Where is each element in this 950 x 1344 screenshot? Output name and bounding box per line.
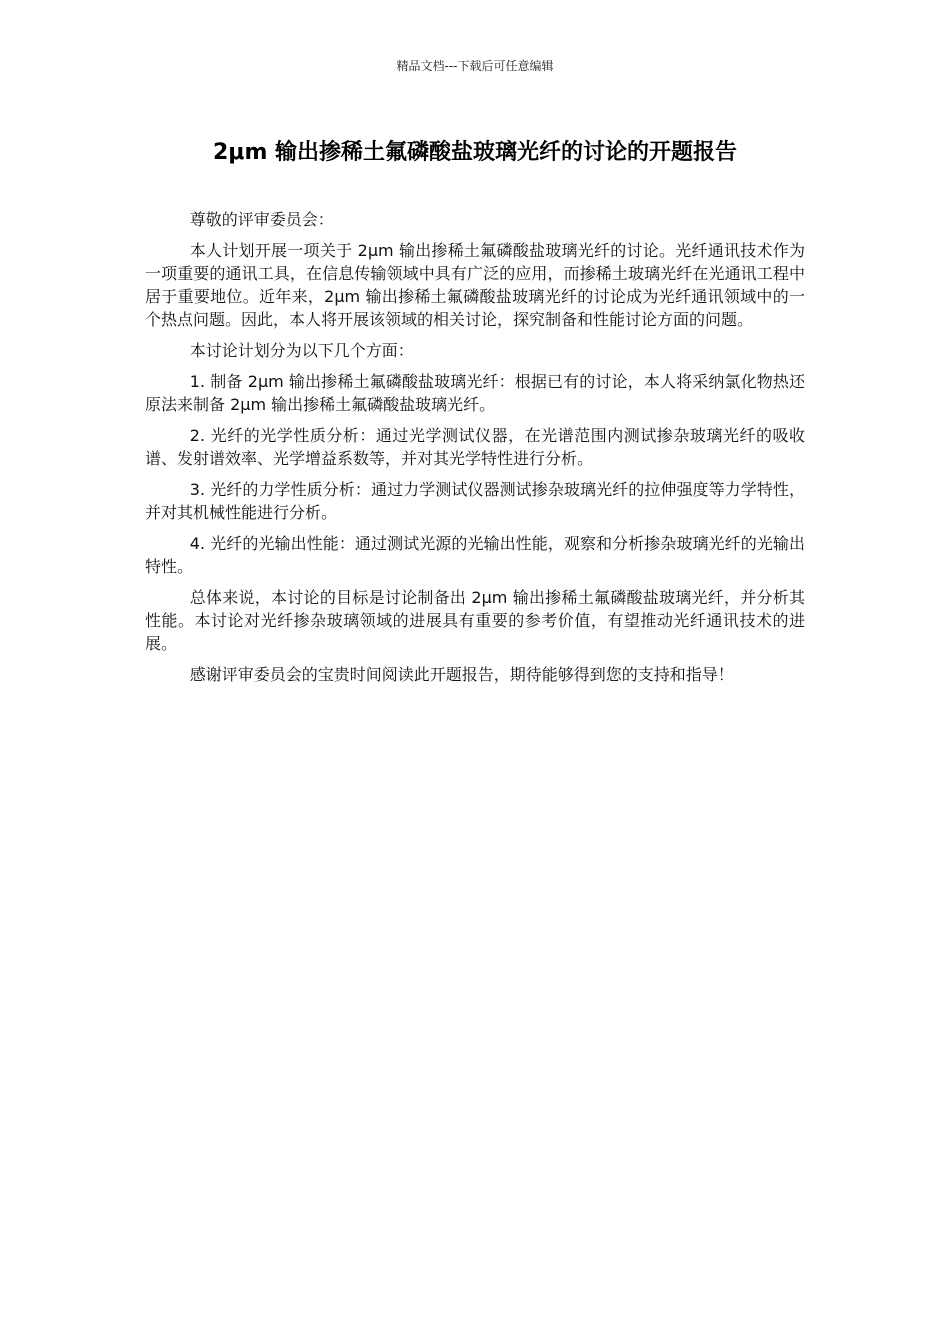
paragraph-item-1: 1. 制备 2μm 输出掺稀土氟磷酸盐玻璃光纤：根据已有的讨论，本人将采纳氯化物热还原法来制备 2μm 输出掺稀土氟磷酸盐玻璃光纤。 (145, 372, 805, 414)
paragraph-thanks: 感谢评审委员会的宝贵时间阅读此开题报告，期待能够得到您的支持和指导！ (189, 665, 734, 684)
paragraph-summary: 总体来说，本讨论的目标是讨论制备出 2μm 输出掺稀土氟磷酸盐玻璃光纤，并分析其性能。本讨论对光纤掺杂玻璃领域的进展具有重要的参考价值，有望推动光纤通讯技术的进展。 (145, 588, 805, 653)
paragraph-intro: 本人计划开展一项关于 2μm 输出掺稀土氟磷酸盐玻璃光纤的讨论。光纤通讯技术作为一项重要的通讯工具，在信息传输领域中具有广泛的应用，而掺稀土玻璃光纤在光通讯工程中居于重要地位。近年来，2μm 输出掺稀土氟磷酸盐玻璃光纤的讨论成为光纤通讯领域中的一个热点问题。因此，本人将开展该领域的相关讨论，探究制备和性能讨论方面的问题。 (145, 241, 805, 329)
paragraph-plan-overview: 本讨论计划分为以下几个方面： (189, 341, 414, 360)
document-title: 2μm 输出掺稀土氟磷酸盐玻璃光纤的讨论的开题报告 (212, 140, 738, 165)
document-body (145, 208, 805, 694)
header-note: 精品文档---下载后可任意编辑 (396, 59, 554, 73)
salutation: 尊敬的评审委员会： (189, 210, 334, 229)
paragraph-item-3: 3. 光纤的力学性质分析：通过力学测试仪器测试掺杂玻璃光纤的拉伸强度等力学特性，并对其机械性能进行分析。 (145, 480, 805, 522)
paragraph-item-2: 2. 光纤的光学性质分析：通过光学测试仪器，在光谱范围内测试掺杂玻璃光纤的吸收谱、发射谱效率、光学增益系数等，并对其光学特性进行分析。 (145, 426, 805, 468)
paragraph-item-4: 4. 光纤的光输出性能：通过测试光源的光输出性能，观察和分析掺杂玻璃光纤的光输出特性。 (145, 534, 805, 576)
